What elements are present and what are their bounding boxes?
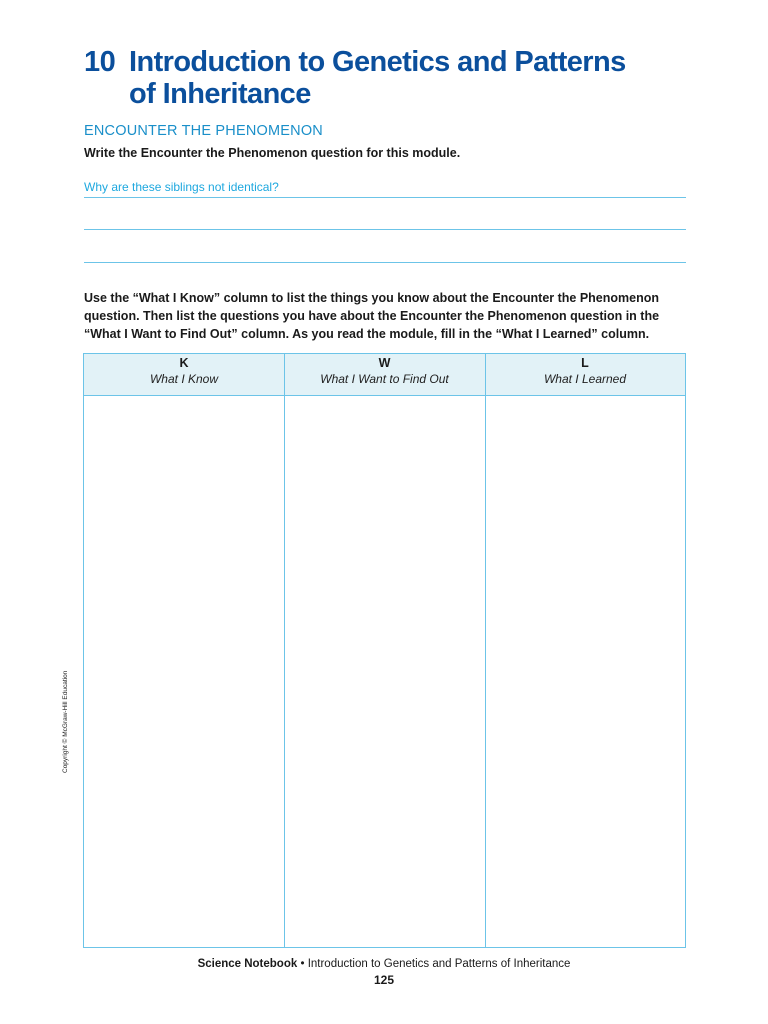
page-title <box>84 46 704 110</box>
chapter-number: 10 <box>84 46 116 78</box>
column-label: What I Know <box>149 372 219 386</box>
footer-separator: • <box>297 958 308 970</box>
column-letter: K <box>179 356 189 370</box>
kwl-cell-know[interactable] <box>84 396 284 947</box>
kwl-table <box>83 353 686 948</box>
footer-book-title: Science Notebook <box>197 958 298 970</box>
kwl-cell-want-to-find-out[interactable] <box>285 396 485 947</box>
answer-line-2 <box>84 229 686 230</box>
chapter-title-line-1: Introduction to Genetics and Patterns <box>129 46 626 78</box>
kwl-cell-learned[interactable] <box>486 396 685 947</box>
kwl-column-header-l <box>485 354 685 396</box>
column-letter: W <box>378 356 391 370</box>
copyright-notice: Copyright © McGraw-Hill Education <box>62 670 69 773</box>
kwl-column-header-w <box>284 354 485 396</box>
kwl-instructions: Use the “What I Know” column to list the things you know about the Encounter the Phenomenon question. Then list the questions you have about the Encounter the Phenomenon question in the “What I Want to Find Out” column. As you read the module, fill in the “What I Learned” column. <box>84 291 660 341</box>
page-number: 125 <box>373 973 395 987</box>
footer <box>0 958 768 970</box>
column-label: What I Want to Find Out <box>320 372 449 386</box>
kwl-column-header-k <box>84 354 284 396</box>
answer-line-1 <box>84 197 686 198</box>
column-letter: L <box>581 356 589 370</box>
answer-line-3 <box>84 262 686 263</box>
question-instruction: Write the Encounter the Phenomenon question for this module. <box>84 146 461 160</box>
answer-text[interactable]: Why are these siblings not identical? <box>84 180 279 194</box>
footer-chapter-title: Introduction to Genetics and Patterns of Inheritance <box>307 958 571 970</box>
chapter-title-line-2: of Inheritance <box>129 78 311 110</box>
chapter-title <box>129 46 626 110</box>
column-label: What I Learned <box>543 372 627 386</box>
section-heading: ENCOUNTER THE PHENOMENON <box>84 123 323 139</box>
